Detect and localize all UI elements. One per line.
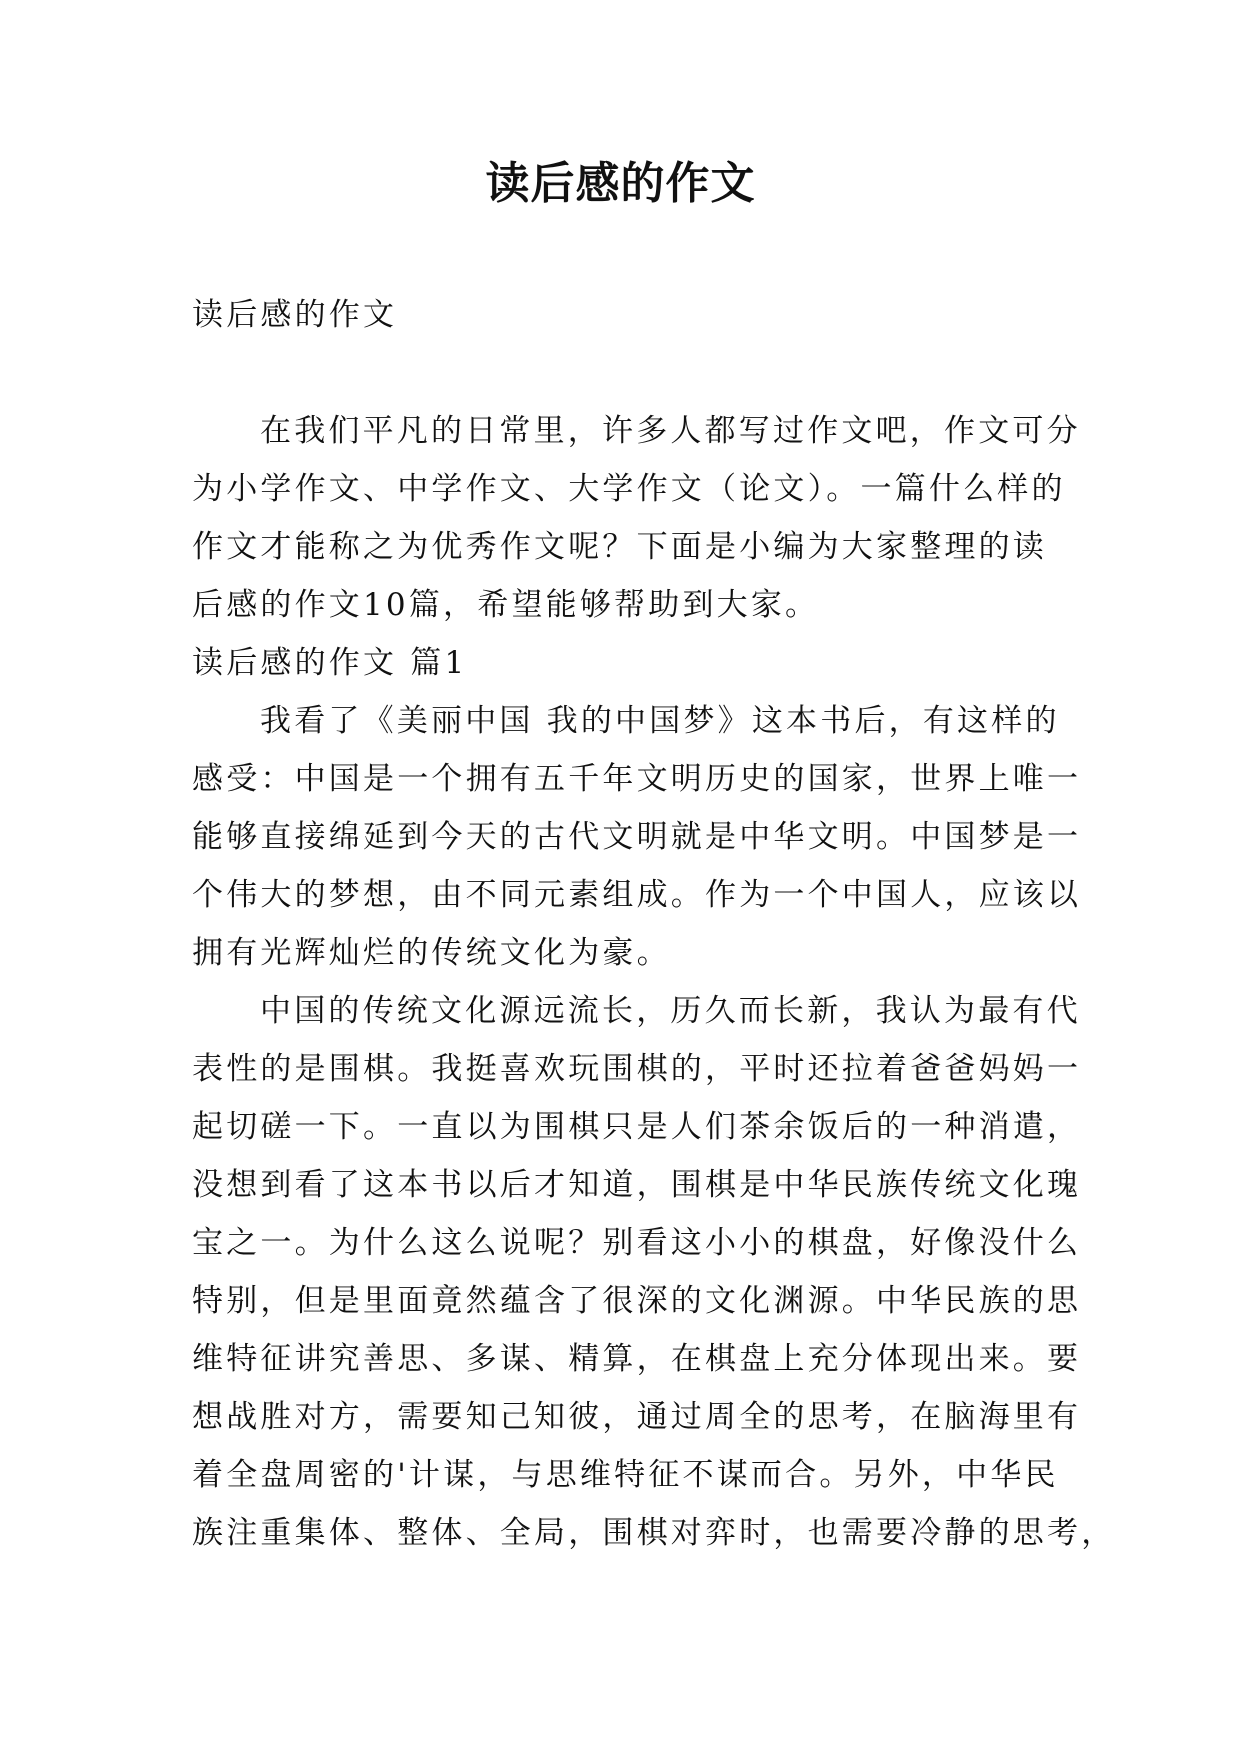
paragraph-line: 能够直接绵延到今天的古代文明就是中华文明。中国梦是一	[192, 819, 1082, 855]
document-subtitle: 读后感的作文	[192, 297, 398, 333]
paragraph-line: 没想到看了这本书以后才知道，围棋是中华民族传统文化瑰	[192, 1167, 1082, 1203]
paragraph-line: 拥有光辉灿烂的传统文化为豪。	[192, 935, 671, 971]
document-body	[192, 286, 1116, 1562]
paragraph-line: 族注重集体、整体、全局，围棋对弈时，也需要冷静的思考，	[192, 1515, 1116, 1551]
intro-line: 后感的作文10篇，希望能够帮助到大家。	[192, 587, 820, 623]
intro-line: 在我们平凡的日常里，许多人都写过作文吧，作文可分	[260, 413, 1081, 449]
paragraph-line: 中国的传统文化源远流长，历久而长新，我认为最有代	[260, 993, 1081, 1029]
paragraph-line: 维特征讲究善思、多谋、精算，在棋盘上充分体现出来。要	[192, 1341, 1082, 1377]
document-title: 读后感的作文	[485, 158, 756, 209]
blank-line	[192, 344, 1058, 402]
paragraph-line: 表性的是围棋。我挺喜欢玩围棋的，平时还拉着爸爸妈妈一	[192, 1051, 1082, 1087]
paragraph-line: 着全盘周密的'计谋，与思维特征不谋而合。另外，中华民	[192, 1457, 1059, 1493]
paragraph-line: 宝之一。为什么这么说呢？别看这小小的棋盘，好像没什么	[192, 1225, 1082, 1261]
intro-line: 为小学作文、中学作文、大学作文（论文）。一篇什么样的	[192, 471, 1066, 507]
paragraph-line: 我看了《美丽中国 我的中国梦》这本书后，有这样的	[260, 703, 1060, 739]
section-heading: 读后感的作文 篇1	[192, 645, 468, 681]
paragraph-line: 感受：中国是一个拥有五千年文明历史的国家，世界上唯一	[192, 761, 1082, 797]
paragraph-1	[192, 692, 1082, 982]
paragraph-line: 起切磋一下。一直以为围棋只是人们茶余饭后的一种消遣，	[192, 1109, 1082, 1145]
paragraph-line: 特别，但是里面竟然蕴含了很深的文化渊源。中华民族的思	[192, 1283, 1082, 1319]
paragraph-line: 个伟大的梦想，由不同元素组成。作为一个中国人，应该以	[192, 877, 1082, 913]
intro-paragraph	[192, 402, 1081, 634]
paragraph-line: 想战胜对方，需要知己知彼，通过周全的思考，在脑海里有	[192, 1399, 1082, 1435]
intro-line: 作文才能称之为优秀作文呢？下面是小编为大家整理的读	[192, 529, 1047, 565]
paragraph-2	[192, 982, 1116, 1562]
